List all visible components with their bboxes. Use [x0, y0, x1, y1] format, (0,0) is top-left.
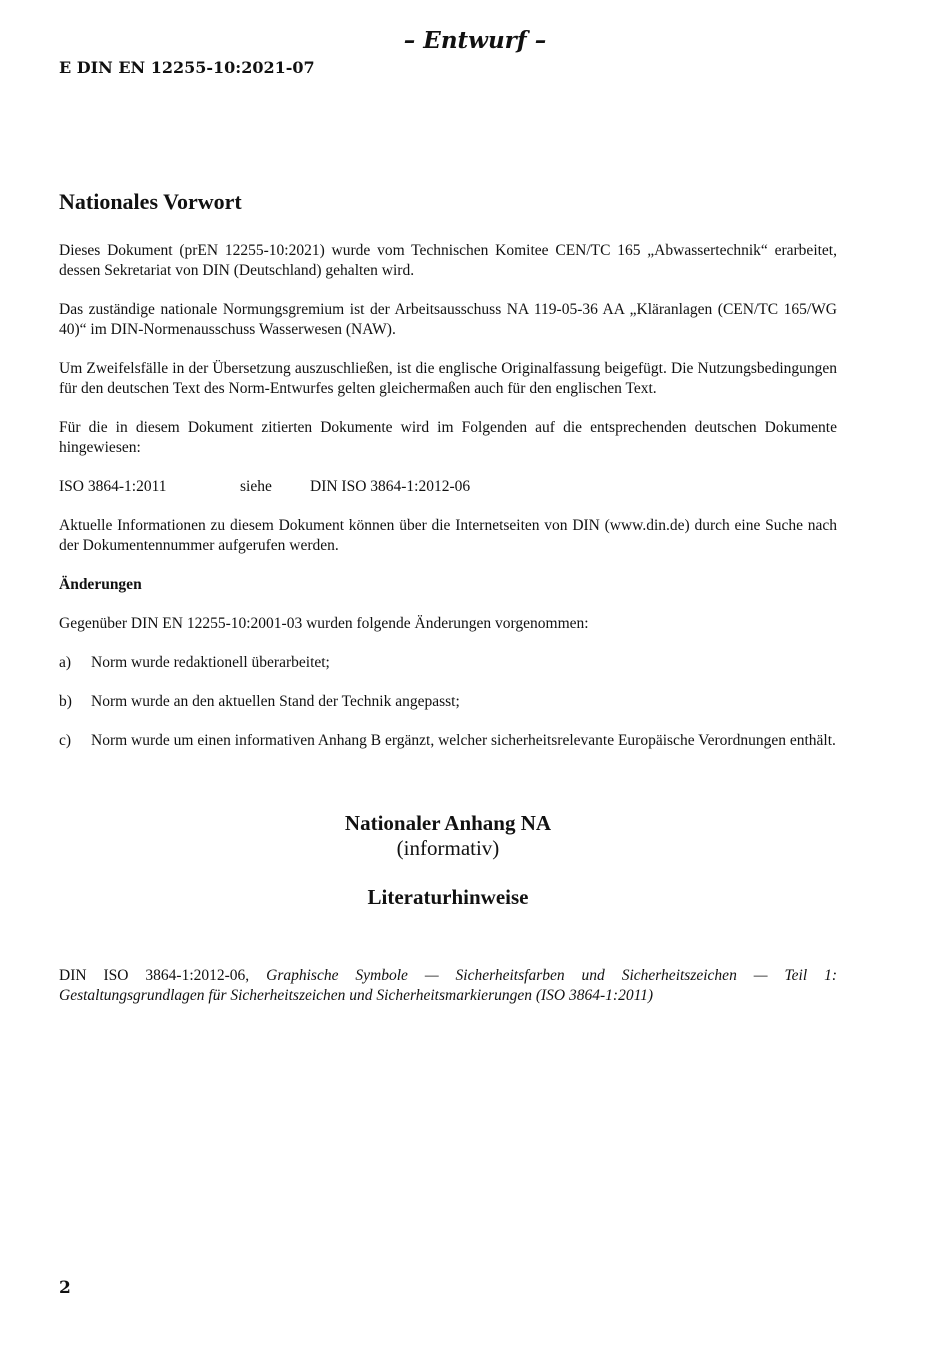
foreword-paragraph-3: Um Zweifelsfälle in der Übersetzung auszuschließen, ist die englische Originalfassung beigefügt. Die Nutzungsbedingungen für den deutschen Text des Norm-Entwurfes gelten gleichermaßen auch für den englischen Text. [59, 360, 837, 397]
bibliography-ref-id: DIN ISO 3864-1:2012-06, [59, 967, 250, 984]
reference-source: ISO 3864-1:2011 [59, 478, 167, 495]
annex-block [59, 810, 837, 910]
document-id: E DIN EN 12255-10:2021-07 [59, 58, 315, 77]
list-item-text: Norm wurde redaktionell überarbeitet; [91, 654, 330, 671]
list-item-text: Norm wurde um einen informativen Anhang B ergänzt, welcher sicherheitsrelevante Europäische Verordnungen enthält. [91, 732, 836, 749]
annex-title: Nationaler Anhang NA [344, 811, 552, 835]
list-item [59, 653, 837, 673]
page-content [59, 188, 837, 1025]
foreword-paragraph-2: Das zuständige nationale Normungsgremium ist der Arbeitsausschuss NA 119-05-36 AA „Kläranlagen (CEN/TC 165/WG 40)“ im DIN-Normenausschuss Wasserwesen (NAW). [59, 301, 837, 338]
reference-line [59, 477, 837, 497]
foreword-title: Nationales Vorwort [59, 189, 242, 214]
changes-list [59, 653, 837, 751]
page-number: 2 [59, 1278, 71, 1298]
foreword-paragraph-4: Für die in diesem Dokument zitierten Dokumente wird im Folgenden auf die entsprechenden deutschen Dokumente hingewiesen: [59, 419, 837, 456]
changes-intro: Gegenüber DIN EN 12255-10:2001-03 wurden folgende Änderungen vorgenommen: [59, 615, 589, 632]
reference-target: DIN ISO 3864-1:2012-06 [310, 478, 471, 495]
list-marker: b) [59, 693, 72, 710]
bibliography-ref-title: Graphische Symbole — Sicherheitsfarben und Sicherheitszeichen — Teil 1: Gestaltungsgrundlagen für Sicherheitszeichen und Sicherheitsmarkierungen (ISO 3864-1:2011) [59, 967, 838, 1004]
annex-subtitle: (informativ) [396, 836, 500, 860]
changes-heading: Änderungen [59, 576, 142, 593]
list-item [59, 692, 837, 712]
list-item-text: Norm wurde an den aktuellen Stand der Technik angepasst; [91, 693, 460, 710]
info-paragraph: Aktuelle Informationen zu diesem Dokument können über die Internetseiten von DIN (www.din.de) durch eine Suche nach der Dokumentennummer aufgerufen werden. [59, 517, 837, 554]
list-item [59, 731, 837, 751]
list-marker: a) [59, 654, 72, 671]
draft-label: – Entwurf – [403, 27, 547, 54]
list-marker: c) [59, 732, 72, 749]
bibliography-entry [59, 966, 837, 1006]
reference-relation: siehe [240, 478, 272, 495]
foreword-paragraph-1: Dieses Dokument (prEN 12255-10:2021) wurde vom Technischen Komitee CEN/TC 165 „Abwassertechnik“ erarbeitet, dessen Sekretariat von DIN (Deutschland) gehalten wird. [59, 242, 837, 279]
literature-title: Literaturhinweise [367, 885, 529, 909]
